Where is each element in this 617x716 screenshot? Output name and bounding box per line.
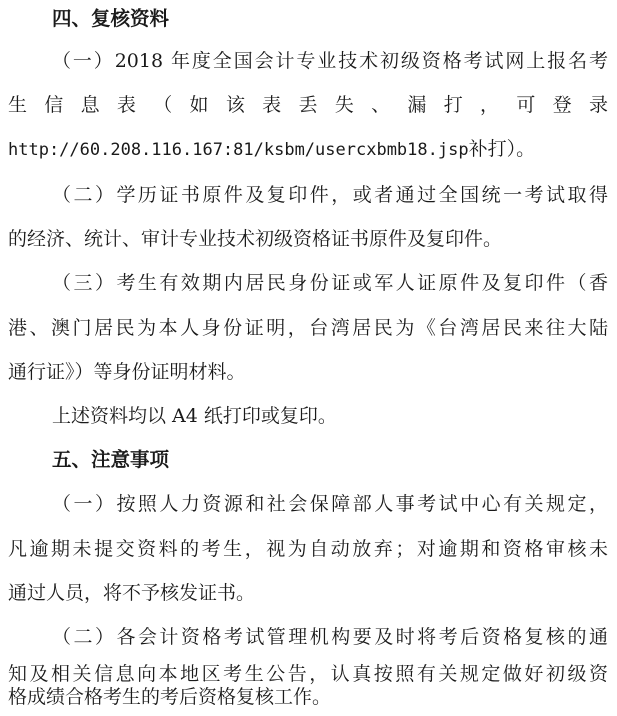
section-4-note: 上述资料均以 A4 纸打印或复印。 bbox=[52, 405, 337, 427]
section-4-heading: 四、复核资料 bbox=[52, 7, 170, 30]
section-4-item-2-line-1: （二）学历证书原件及复印件，或者通过全国统一考试取得 bbox=[52, 184, 608, 206]
section-4-item-1-line-1: （一）2018 年度全国会计专业技术初级资格考试网上报名考 bbox=[52, 50, 608, 72]
section-4-item-2-line-2: 的经济、统计、审计专业技术初级资格证书原件及复印件。 bbox=[8, 228, 503, 250]
section-5-item-2-line-3: 格成绩合格考生的考后资格复核工作。 bbox=[8, 686, 332, 708]
section-5-item-1-line-3: 通过人员，将不予核发证书。 bbox=[8, 582, 256, 604]
section-5-item-2-line-1: （二）各会计资格考试管理机构要及时将考后资格复核的通 bbox=[52, 626, 608, 648]
section-5-heading: 五、注意事项 bbox=[52, 448, 170, 471]
section-4-item-3-line-1: （三）考生有效期内居民身份证或军人证原件及复印件（香 bbox=[52, 272, 608, 294]
registration-url-link[interactable]: http://60.208.116.167:81/ksbm/usercxbmb18.jsp bbox=[8, 140, 469, 160]
section-5-item-1-line-2: 凡逾期未提交资料的考生，视为自动放弃；对逾期和资格审核未 bbox=[8, 538, 608, 560]
section-4-item-3-line-2: 港、澳门居民为本人身份证明，台湾居民为《台湾居民来往大陆 bbox=[8, 317, 608, 339]
section-4-item-1-line-2: 生信息表（如该表丢失、漏打，可登录 bbox=[8, 94, 608, 116]
section-5-item-2-line-2: 知及相关信息向本地区考生公告，认真按照有关规定做好初级资 bbox=[8, 663, 608, 685]
section-4-item-1-line-3 bbox=[8, 130, 608, 168]
section-4-item-3-line-3: 通行证》）等身份证明材料。 bbox=[8, 361, 246, 383]
reprint-note: 补打）。 bbox=[468, 138, 536, 160]
section-5-item-1-line-1: （一）按照人力资源和社会保障部人事考试中心有关规定， bbox=[52, 493, 608, 515]
